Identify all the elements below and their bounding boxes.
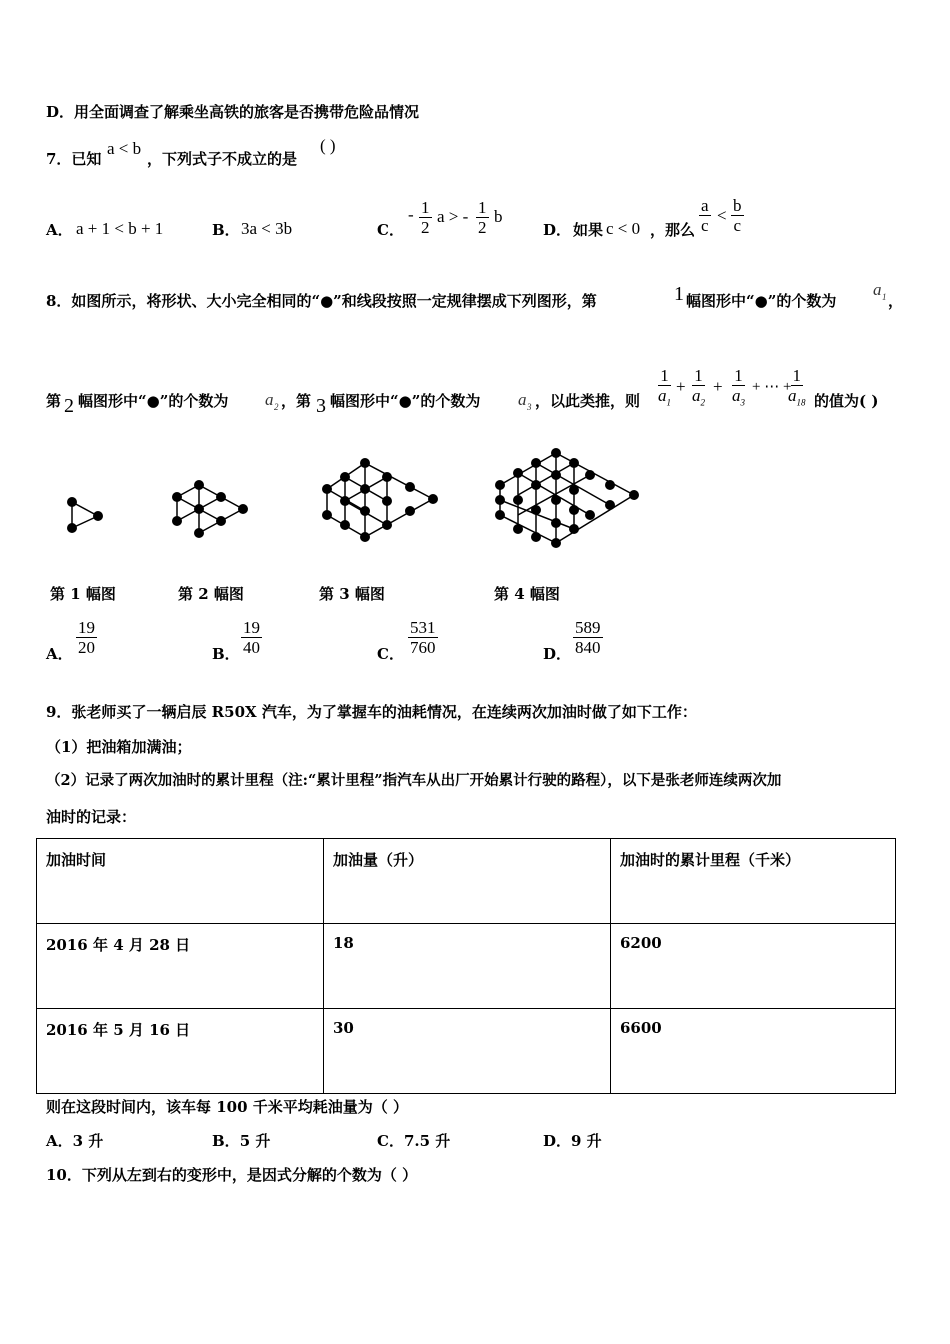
q8-option-a-num: 19: [78, 618, 95, 637]
q8-sum-den-2: [690, 386, 707, 412]
q8-sum-sub-18: 18: [796, 397, 806, 408]
q9-step1: （1）把油箱加满油；: [46, 738, 192, 756]
q8-line2c: ，第: [281, 392, 312, 410]
q7-option-c-mid: a > -: [437, 207, 469, 226]
q9-question: 则在这段时间内，该车每 100 千米平均耗油量为（ ）: [46, 1098, 408, 1116]
q8-option-a-den: 20: [78, 638, 95, 657]
q8-option-c-num: 531: [410, 618, 436, 637]
q8-sum-a-2: a: [692, 386, 701, 405]
q8-line2f: 的值为( ): [814, 392, 879, 410]
q8-sum-term-18: [786, 366, 808, 412]
table-header-amount: 加油量（升）: [324, 839, 611, 924]
q8-option-d-den: 840: [575, 638, 601, 657]
q8-option-d-label: D．: [543, 645, 572, 663]
q8-option-b-fraction: [241, 618, 262, 657]
q7-option-d-den2: c: [733, 216, 742, 235]
q8-sum-sub-2: 2: [700, 397, 705, 408]
table-header-mileage: 加油时的累计里程（千米）: [611, 839, 896, 924]
q6-option-d: [46, 103, 419, 121]
q7-option-d-den1: c: [701, 216, 709, 235]
q8-sum-term-3: [730, 366, 747, 412]
q7-option-c-tail: b: [494, 207, 503, 226]
q8-a2: a: [265, 390, 274, 409]
q8-sum-sub-3: 3: [740, 397, 745, 408]
q8-figure-2: [165, 475, 255, 545]
q8-option-d-fraction: [573, 618, 603, 657]
table-cell-time: 2016 年 5 月 16 日: [37, 1009, 324, 1094]
q8-a3-sub: 3: [527, 402, 532, 412]
table-cell-mileage: 6200: [611, 924, 896, 1009]
q8-option-b-label: B．: [212, 645, 240, 663]
q7-stem-suffix: ，下列式子不成立的是: [147, 150, 298, 168]
q7-option-d-label: D．: [543, 221, 572, 239]
q8-sum-num-3: 1: [734, 366, 743, 385]
q9-option-a-label: A．: [46, 1132, 73, 1150]
q8-a1-sub: 1: [882, 292, 887, 302]
q8-a3: a: [518, 390, 527, 409]
q9-option-b-text: 5 升: [239, 1132, 271, 1150]
q8-line2a: 第: [46, 392, 62, 410]
table-row: [37, 1009, 896, 1094]
q8-sum-den-1: [656, 386, 673, 412]
q7-option-a-expr: a + 1 < b + 1: [76, 219, 164, 238]
table-cell-amount: 18: [324, 924, 611, 1009]
q7-option-c-label: C．: [377, 221, 404, 239]
table-cell-amount: 30: [324, 1009, 611, 1094]
q9-record-table: [36, 838, 896, 1094]
q7-option-c-num1: 1: [421, 198, 430, 217]
q8-sum-a-3: a: [732, 386, 741, 405]
q8-line2d: 幅图形中“●”的个数为: [330, 392, 481, 410]
q8-sum-den-18: [786, 386, 808, 412]
q8-sum-sub-1: 1: [666, 397, 671, 408]
table-header-row: [37, 839, 896, 924]
q8-caption-3: 第 3 幅图: [319, 585, 385, 603]
q8-option-c-fraction: [408, 618, 438, 657]
q8-line1: 8．如图所示，将形状、大小完全相同的“●”和线段按照一定规律摆成下列图形，第: [46, 292, 597, 310]
table-cell-time: 2016 年 4 月 28 日: [37, 924, 324, 1009]
q8-option-b-num: 19: [243, 618, 260, 637]
q8-comma: ，: [888, 292, 904, 310]
q8-n3: 3: [316, 395, 326, 417]
q8-sum-term-1: [656, 366, 673, 412]
q8-figure-3: [315, 455, 440, 550]
q9-stem: 9．张老师买了一辆启辰 R50X 汽车，为了掌握车的油耗情况，在连续两次加油时做了如下工作：: [46, 703, 697, 721]
q8-option-a-label: A．: [46, 645, 73, 663]
q9-option-b-label: B．: [212, 1132, 240, 1150]
table-row: [37, 924, 896, 1009]
q9-step2a: （2）记录了两次加油时的累计里程（注:“累计里程”指汽车从出厂开始累计行驶的路程），以下是张老师连续两次加: [46, 772, 782, 789]
q9-option-c: [377, 1132, 450, 1150]
q9-option-d-text: 9 升: [571, 1132, 602, 1150]
q7-option-d-fraction2: [731, 196, 744, 235]
q8-line2e: ，以此类推，则: [535, 392, 641, 410]
q8-a1: a: [873, 280, 882, 299]
q9-option-a-text: 3 升: [72, 1132, 104, 1150]
q8-sum-term-2: [690, 366, 707, 412]
q8-option-b-den: 40: [243, 638, 260, 657]
q7-stem-prefix: 7．已知: [46, 150, 102, 168]
q9-option-c-label: C．: [377, 1132, 404, 1150]
q7-option-c-den2: 2: [478, 218, 487, 237]
q7-option-d-pre: 如果: [573, 221, 604, 239]
q7-option-b-label: B．: [212, 221, 240, 239]
q9-option-b: [212, 1132, 270, 1150]
q7-option-d-num1: a: [701, 196, 709, 215]
q9-option-d-label: D．: [543, 1132, 572, 1150]
q8-figure-4: [490, 445, 645, 560]
table-header-time: 加油时间: [37, 839, 324, 924]
q8-sum-plus-1: +: [676, 377, 686, 396]
q8-caption-2: 第 2 幅图: [178, 585, 244, 603]
q7-option-c-fraction2: [476, 198, 489, 237]
q7-option-a-label: A．: [46, 221, 73, 239]
q8-option-a-fraction: [76, 618, 97, 657]
q9-option-c-text: 7.5 升: [403, 1132, 451, 1150]
q8-option-c-label: C．: [377, 645, 404, 663]
q8-figure-1: [60, 490, 110, 540]
q9-option-d: [543, 1132, 602, 1150]
q7-option-c-den1: 2: [421, 218, 430, 237]
q8-n1: 1: [674, 283, 684, 305]
q7-option-d-post: ，那么: [650, 221, 696, 239]
q7-paren: ( ): [320, 136, 336, 155]
q8-option-d-num: 589: [575, 618, 601, 637]
q6-option-d-text: 用全面调查了解乘坐高铁的旅客是否携带危险品情况: [74, 103, 420, 121]
q8-sum-a-18: a: [788, 386, 797, 405]
q9-step2b: 油时的记录：: [46, 808, 137, 826]
q8-n2: 2: [64, 395, 74, 417]
q8-a2-sub: 2: [274, 402, 279, 412]
q6-option-d-label: D．: [46, 103, 75, 121]
q7-option-d-cond: c < 0: [606, 219, 641, 238]
q8-caption-4: 第 4 幅图: [494, 585, 560, 603]
q8-line2b: 幅图形中“●”的个数为: [78, 392, 229, 410]
q8-sum-plus-2: +: [713, 377, 723, 396]
q7-option-d-lt: <: [717, 206, 727, 225]
q10-stem: 10．下列从左到右的变形中，是因式分解的个数为（ ）: [46, 1166, 418, 1184]
q8-sum-dots: + ⋯ +: [752, 379, 792, 395]
q7-option-d-fraction1: [699, 196, 711, 235]
q8-sum-num-2: 1: [694, 366, 703, 385]
q9-option-a: [46, 1132, 103, 1150]
q7-option-d-num2: b: [733, 196, 742, 215]
q8-sum-num-18: 1: [792, 366, 801, 385]
q7-option-c-fraction1: [419, 198, 432, 237]
q8-sum-num-1: 1: [660, 366, 669, 385]
q8-option-c-den: 760: [410, 638, 436, 657]
q7-option-c-minus: -: [408, 205, 414, 224]
q7-option-b-expr: 3a < 3b: [241, 219, 293, 238]
q8-sum-den-3: [730, 386, 747, 412]
q8-caption-1: 第 1 幅图: [50, 585, 116, 603]
q8-line1b: 幅图形中“●”的个数为: [686, 292, 837, 310]
q7-option-c-num2: 1: [478, 198, 487, 217]
q7-condition: a < b: [107, 139, 142, 158]
q8-sum-a-1: a: [658, 386, 667, 405]
table-cell-mileage: 6600: [611, 1009, 896, 1094]
